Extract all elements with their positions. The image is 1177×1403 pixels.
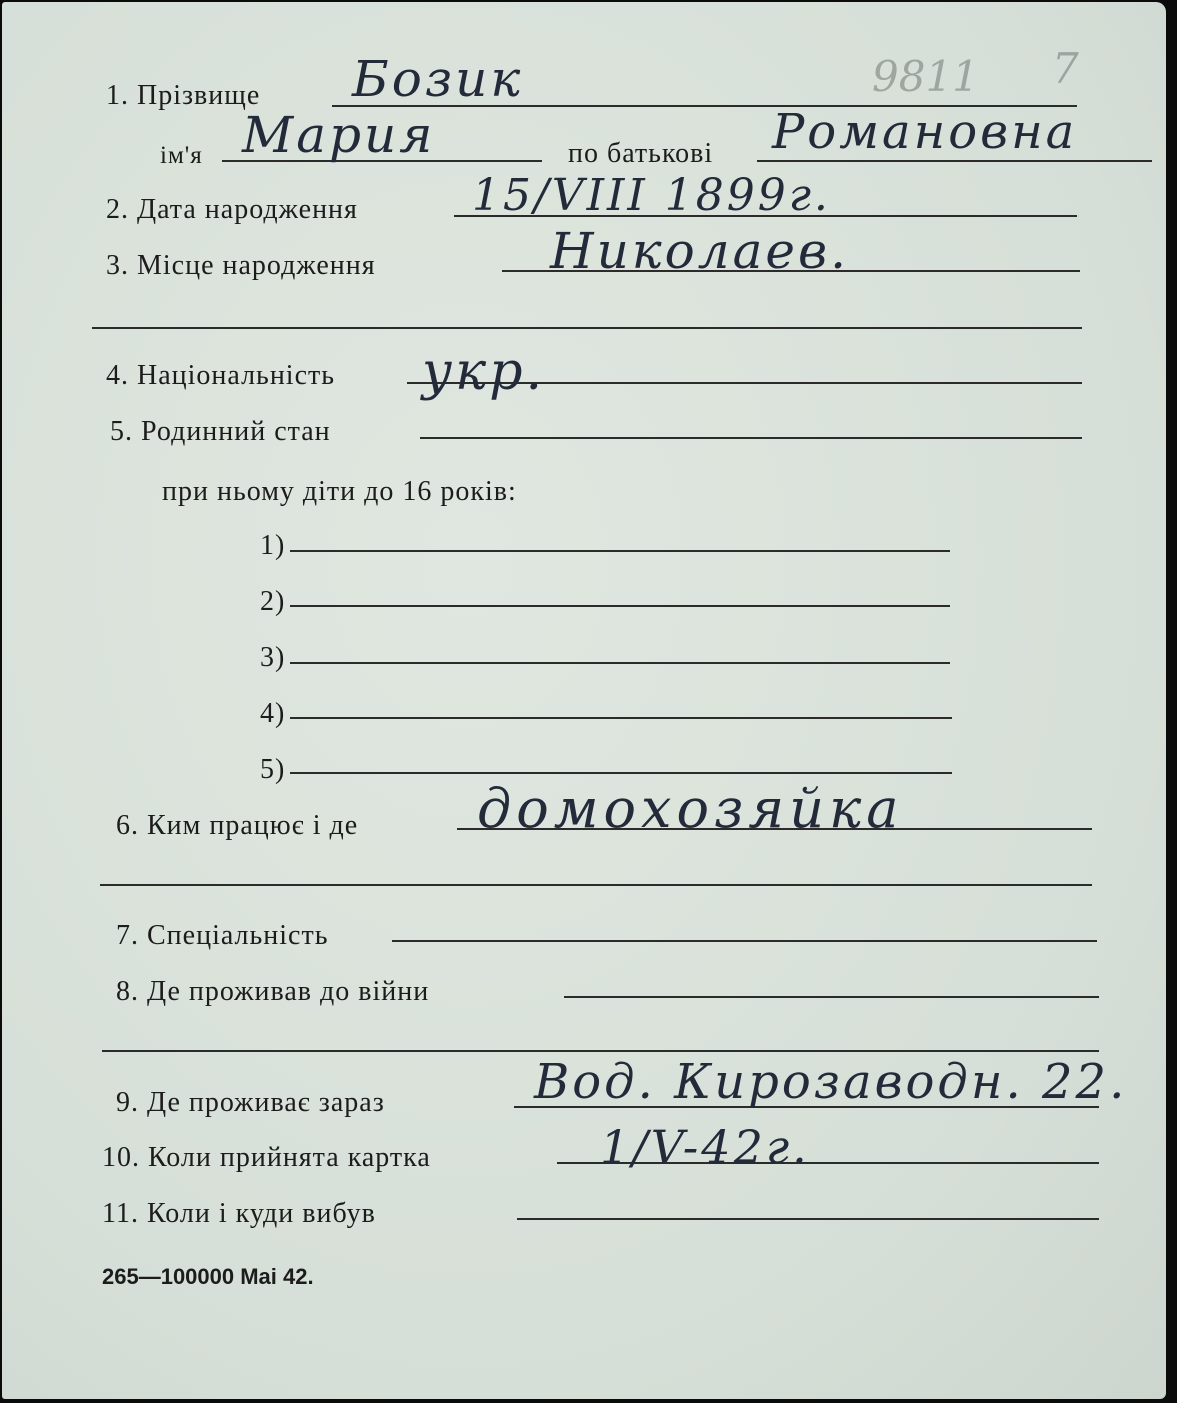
card-accepted-label: 10. Коли прийнята картка: [102, 1142, 431, 1173]
child-2-line: [290, 605, 950, 607]
occupation-value: домохозяйка: [477, 777, 904, 840]
card-number-mark: 9811: [872, 52, 979, 101]
surname-value: Бозик: [352, 50, 524, 108]
blank-line-1: [92, 327, 1082, 329]
occupation-label: 6. Ким працює і де: [116, 810, 359, 841]
marital-status-line: [420, 437, 1082, 439]
nationality-label: 4. Національність: [106, 360, 336, 391]
print-code: 265—100000 Mai 42.: [102, 1264, 314, 1289]
child-3-label: 3): [260, 642, 286, 673]
marital-status-label: 5. Родинний стан: [110, 416, 331, 447]
patronymic-label: по батькові: [568, 138, 714, 169]
birth-date-label: 2. Дата народження: [106, 194, 358, 225]
prewar-residence-label: 8. Де проживав до війни: [116, 976, 430, 1007]
specialty-line: [392, 940, 1097, 942]
current-residence-label: 9. Де проживає зараз: [116, 1087, 385, 1118]
name-value: Мария: [242, 106, 436, 164]
specialty-label: 7. Спеціальність: [116, 920, 329, 951]
children-label: при ньому діти до 16 років:: [162, 476, 517, 507]
child-4-label: 4): [260, 698, 286, 729]
departure-label: 11. Коли і куди вибув: [102, 1198, 376, 1229]
departure-line: [517, 1218, 1099, 1220]
child-5-label: 5): [260, 754, 286, 785]
patronymic-line: [757, 160, 1152, 162]
birth-place-label: 3. Місце народження: [106, 250, 376, 281]
blank-line-3: [102, 1050, 1099, 1052]
current-residence-value: Вод. Кирозаводн. 22.: [534, 1054, 1128, 1110]
card-accepted-value: 1/V-42г.: [600, 1120, 810, 1174]
surname-label: 1. Прізвище: [106, 80, 261, 111]
child-1-label: 1): [260, 530, 286, 561]
child-4-line: [290, 717, 952, 719]
nationality-value: укр.: [422, 342, 546, 402]
name-label: ім'я: [160, 142, 203, 169]
blank-line-2: [100, 884, 1092, 886]
child-2-label: 2): [260, 586, 286, 617]
prewar-residence-line: [564, 996, 1099, 998]
child-1-line: [290, 550, 950, 552]
corner-mark: 7: [1052, 44, 1079, 93]
child-5-line: [290, 772, 952, 774]
child-3-line: [290, 662, 950, 664]
birth-place-value: Николаев.: [550, 222, 849, 280]
patronymic-value: Романовна: [772, 104, 1078, 160]
birth-date-value: 15/VIII 1899г.: [472, 170, 831, 221]
registration-card: [2, 2, 1166, 1399]
